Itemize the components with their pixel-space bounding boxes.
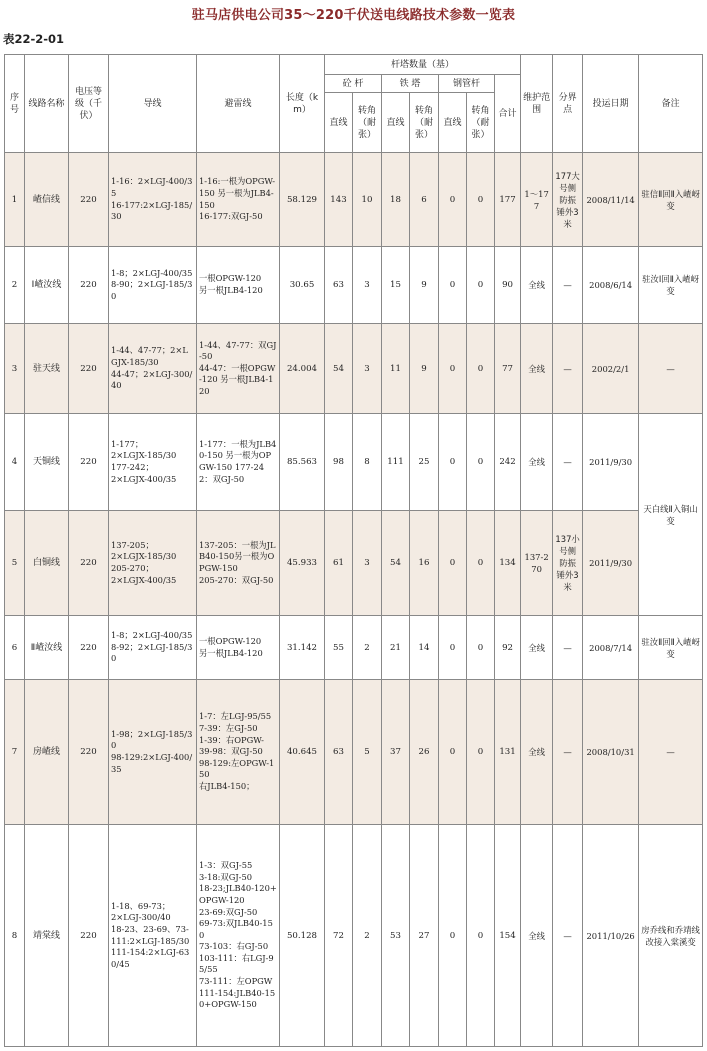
cell-ground-wire: 137-205：一根为JLB40-150另一根为OPGW-150 205-270：双GJ-50 [197, 511, 280, 616]
cell-concrete-straight: 63 [325, 680, 353, 825]
cell-voltage: 220 [69, 153, 109, 247]
cell-steel-angle: 0 [467, 616, 495, 680]
cell-maintenance: 137-270 [521, 511, 553, 616]
cell-commission-date: 2008/7/14 [583, 616, 639, 680]
header-concrete: 砼 杆 [325, 75, 382, 93]
cell-seq: 1 [5, 153, 25, 247]
cell-total: 131 [495, 680, 521, 825]
cell-voltage: 220 [69, 825, 109, 1047]
cell-ground-wire: 1-7：左LGJ-95/55 7-39：左GJ-50 1-39：右OPGW- 39-98：双GJ-50 98-129:左OPGW-150 右JLB4-150； [197, 680, 280, 825]
table-row [5, 680, 703, 825]
cell-voltage: 220 [69, 414, 109, 511]
cell-ground-wire: 一根OPGW-120 另一根JLB4-120 [197, 616, 280, 680]
table-row [5, 153, 703, 247]
cell-iron-straight: 37 [382, 680, 410, 825]
cell-steel-straight: 0 [439, 680, 467, 825]
cell-steel-angle: 0 [467, 247, 495, 324]
header-iron-straight: 直线 [382, 93, 410, 153]
cell-conductor: 1-98；2×LGJ-185/30 98-129:2×LGJ-400/35 [109, 680, 197, 825]
cell-length: 40.645 [280, 680, 325, 825]
cell-remarks: 驻信Ⅱ回Ⅱ入嵖岈变 [639, 153, 703, 247]
cell-ground-wire: 1-177：一根为JLB40-150 另一根为OPGW-150 177-242：双GJ-50 [197, 414, 280, 511]
cell-iron-angle: 26 [410, 680, 439, 825]
cell-steel-angle: 0 [467, 324, 495, 414]
cell-boundary: — [553, 616, 583, 680]
cell-concrete-straight: 98 [325, 414, 353, 511]
cell-ground-wire: 1-3：双GJ-55 3-18:双GJ-50 18-23;JLB40-120+OPGW-120 23-69:双GJ-50 69-73:双JLB40-150 73-103：右GJ-50 103-111：右LGJ-95/55 73-111：左OPGW 111-154:JLB40-150+OPGW-150 [197, 825, 280, 1047]
table-row [5, 247, 703, 324]
cell-seq: 7 [5, 680, 25, 825]
cell-steel-angle: 0 [467, 680, 495, 825]
table-row [5, 511, 703, 616]
cell-boundary: 137小号侧防振锤外3米 [553, 511, 583, 616]
cell-length: 31.142 [280, 616, 325, 680]
cell-voltage: 220 [69, 247, 109, 324]
cell-length: 24.004 [280, 324, 325, 414]
cell-steel-straight: 0 [439, 247, 467, 324]
cell-seq: 6 [5, 616, 25, 680]
cell-commission-date: 2011/9/30 [583, 414, 639, 511]
cell-concrete-angle: 3 [353, 511, 382, 616]
cell-boundary: 177大号侧防振锤外3米 [553, 153, 583, 247]
cell-concrete-straight: 72 [325, 825, 353, 1047]
cell-steel-straight: 0 [439, 616, 467, 680]
header-concrete-angle: 转角（耐张） [353, 93, 382, 153]
cell-boundary: — [553, 680, 583, 825]
cell-concrete-angle: 3 [353, 247, 382, 324]
cell-total: 154 [495, 825, 521, 1047]
cell-concrete-straight: 61 [325, 511, 353, 616]
cell-steel-straight: 0 [439, 414, 467, 511]
cell-iron-straight: 111 [382, 414, 410, 511]
cell-iron-angle: 6 [410, 153, 439, 247]
header-maintenance: 维护范围 [521, 55, 553, 153]
cell-boundary: — [553, 247, 583, 324]
cell-voltage: 220 [69, 324, 109, 414]
cell-maintenance: 全线 [521, 680, 553, 825]
header-seq: 序号 [5, 55, 25, 153]
cell-conductor: 1-18、69-73； 2×LGJ-300/40 18-23、23-69、73-111:2×LGJ-185/30 111-154:2×LGJ-630/45 [109, 825, 197, 1047]
cell-iron-straight: 54 [382, 511, 410, 616]
cell-maintenance: 全线 [521, 825, 553, 1047]
cell-total: 77 [495, 324, 521, 414]
header-length: 长度（km） [280, 55, 325, 153]
table-row [5, 414, 703, 511]
cell-remarks: 驻汝Ⅰ回Ⅱ入嵖岈变 [639, 247, 703, 324]
header-commission-date: 投运日期 [583, 55, 639, 153]
cell-ground-wire: 1-44、47-77：双GJ-50 44-47：一根OPGW-120 另一根JLB4-120 [197, 324, 280, 414]
cell-seq: 5 [5, 511, 25, 616]
cell-iron-angle: 25 [410, 414, 439, 511]
cell-commission-date: 2008/11/14 [583, 153, 639, 247]
cell-commission-date: 2008/6/14 [583, 247, 639, 324]
cell-iron-straight: 53 [382, 825, 410, 1047]
cell-maintenance: 1～177 [521, 153, 553, 247]
cell-steel-straight: 0 [439, 825, 467, 1047]
cell-commission-date: 2011/10/26 [583, 825, 639, 1047]
cell-iron-straight: 21 [382, 616, 410, 680]
cell-boundary: — [553, 324, 583, 414]
header-voltage: 电压等级（千伏） [69, 55, 109, 153]
header-total: 合计 [495, 75, 521, 153]
header-concrete-straight: 直线 [325, 93, 353, 153]
cell-line-name: 白铜线 [25, 511, 69, 616]
cell-steel-angle: 0 [467, 825, 495, 1047]
header-steel-angle: 转角（耐张） [467, 93, 495, 153]
header-iron: 铁 塔 [382, 75, 439, 93]
cell-steel-straight: 0 [439, 153, 467, 247]
cell-conductor: 1-16：2×LGJ-400/35 16-177:2×LGJ-185/30 [109, 153, 197, 247]
cell-length: 45.933 [280, 511, 325, 616]
cell-conductor: 137-205； 2×LGJX-185/30 205-270； 2×LGJX-400/35 [109, 511, 197, 616]
header-conductor: 导线 [109, 55, 197, 153]
cell-iron-angle: 9 [410, 247, 439, 324]
cell-boundary: — [553, 825, 583, 1047]
cell-seq: 2 [5, 247, 25, 324]
cell-concrete-angle: 2 [353, 616, 382, 680]
cell-commission-date: 2011/9/30 [583, 511, 639, 616]
cell-line-name: 嵖信线 [25, 153, 69, 247]
cell-maintenance: 全线 [521, 616, 553, 680]
table-row [5, 324, 703, 414]
cell-voltage: 220 [69, 680, 109, 825]
cell-maintenance: 全线 [521, 414, 553, 511]
cell-total: 90 [495, 247, 521, 324]
cell-line-name: 驻天线 [25, 324, 69, 414]
cell-concrete-straight: 54 [325, 324, 353, 414]
cell-line-name: 天铜线 [25, 414, 69, 511]
cell-remarks: 驻汝Ⅱ回Ⅱ入嵖岈变 [639, 616, 703, 680]
cell-length: 85.563 [280, 414, 325, 511]
cell-steel-straight: 0 [439, 511, 467, 616]
cell-voltage: 220 [69, 616, 109, 680]
cell-iron-straight: 15 [382, 247, 410, 324]
header-tower-count: 杆塔数量（基） [325, 55, 521, 75]
cell-iron-angle: 14 [410, 616, 439, 680]
cell-iron-angle: 9 [410, 324, 439, 414]
page-title: 驻马店供电公司35～220千伏送电线路技术参数一览表 [191, 8, 516, 23]
cell-total: 92 [495, 616, 521, 680]
cell-seq: 4 [5, 414, 25, 511]
cell-concrete-straight: 55 [325, 616, 353, 680]
cell-iron-straight: 11 [382, 324, 410, 414]
cell-line-name: Ⅰ嵖汝线 [25, 247, 69, 324]
cell-steel-angle: 0 [467, 414, 495, 511]
header-remarks: 备注 [639, 55, 703, 153]
cell-ground-wire: 一根OPGW-120 另一根JLB4-120 [197, 247, 280, 324]
cell-seq: 8 [5, 825, 25, 1047]
cell-steel-angle: 0 [467, 511, 495, 616]
header-steel-straight: 直线 [439, 93, 467, 153]
header-iron-angle: 转角（耐张） [410, 93, 439, 153]
cell-total: 177 [495, 153, 521, 247]
cell-commission-date: 2008/10/31 [583, 680, 639, 825]
cell-line-name: 靖棠线 [25, 825, 69, 1047]
cell-length: 58.129 [280, 153, 325, 247]
cell-length: 50.128 [280, 825, 325, 1047]
cell-iron-angle: 27 [410, 825, 439, 1047]
header-line-name: 线路名称 [25, 55, 69, 153]
cell-conductor: 1-8；2×LGJ-400/35 8-90；2×LGJ-185/30 [109, 247, 197, 324]
cell-remarks: — [639, 324, 703, 414]
table-row [5, 616, 703, 680]
cell-seq: 3 [5, 324, 25, 414]
cell-conductor: 1-177； 2×LGJX-185/30 177-242； 2×LGJX-400/35 [109, 414, 197, 511]
cell-boundary: — [553, 414, 583, 511]
cell-concrete-angle: 5 [353, 680, 382, 825]
cell-concrete-angle: 10 [353, 153, 382, 247]
cell-maintenance: 全线 [521, 324, 553, 414]
cell-concrete-straight: 143 [325, 153, 353, 247]
cell-iron-angle: 16 [410, 511, 439, 616]
cell-line-name: Ⅱ嵖汝线 [25, 616, 69, 680]
cell-conductor: 1-8；2×LGJ-400/35 8-92；2×LGJ-185/30 [109, 616, 197, 680]
cell-concrete-angle: 2 [353, 825, 382, 1047]
cell-concrete-angle: 3 [353, 324, 382, 414]
cell-concrete-angle: 8 [353, 414, 382, 511]
cell-line-name: 房嵖线 [25, 680, 69, 825]
header-ground-wire: 避雷线 [197, 55, 280, 153]
table-row [5, 825, 703, 1047]
cell-steel-angle: 0 [467, 153, 495, 247]
cell-voltage: 220 [69, 511, 109, 616]
cell-ground-wire: 1-16:一根为OPGW-150 另一根为JLB4-150 16-177:双GJ-50 [197, 153, 280, 247]
cell-concrete-straight: 63 [325, 247, 353, 324]
cell-remarks: 天白线Ⅱ入铜山变 [639, 414, 703, 616]
header-boundary: 分界点 [553, 55, 583, 153]
line-parameters-table [4, 54, 703, 1047]
cell-commission-date: 2002/2/1 [583, 324, 639, 414]
header-steel-pipe: 钢管杆 [439, 75, 495, 93]
cell-remarks: — [639, 680, 703, 825]
cell-remarks: 房乔线和乔靖线改接入棠溪变 [639, 825, 703, 1047]
cell-length: 30.65 [280, 247, 325, 324]
cell-conductor: 1-44、47-77；2×LGJX-185/30 44-47；2×LGJ-300/40 [109, 324, 197, 414]
table-number: 表22-2-01 [3, 32, 65, 46]
cell-total: 134 [495, 511, 521, 616]
cell-steel-straight: 0 [439, 324, 467, 414]
cell-total: 242 [495, 414, 521, 511]
cell-maintenance: 全线 [521, 247, 553, 324]
cell-iron-straight: 18 [382, 153, 410, 247]
